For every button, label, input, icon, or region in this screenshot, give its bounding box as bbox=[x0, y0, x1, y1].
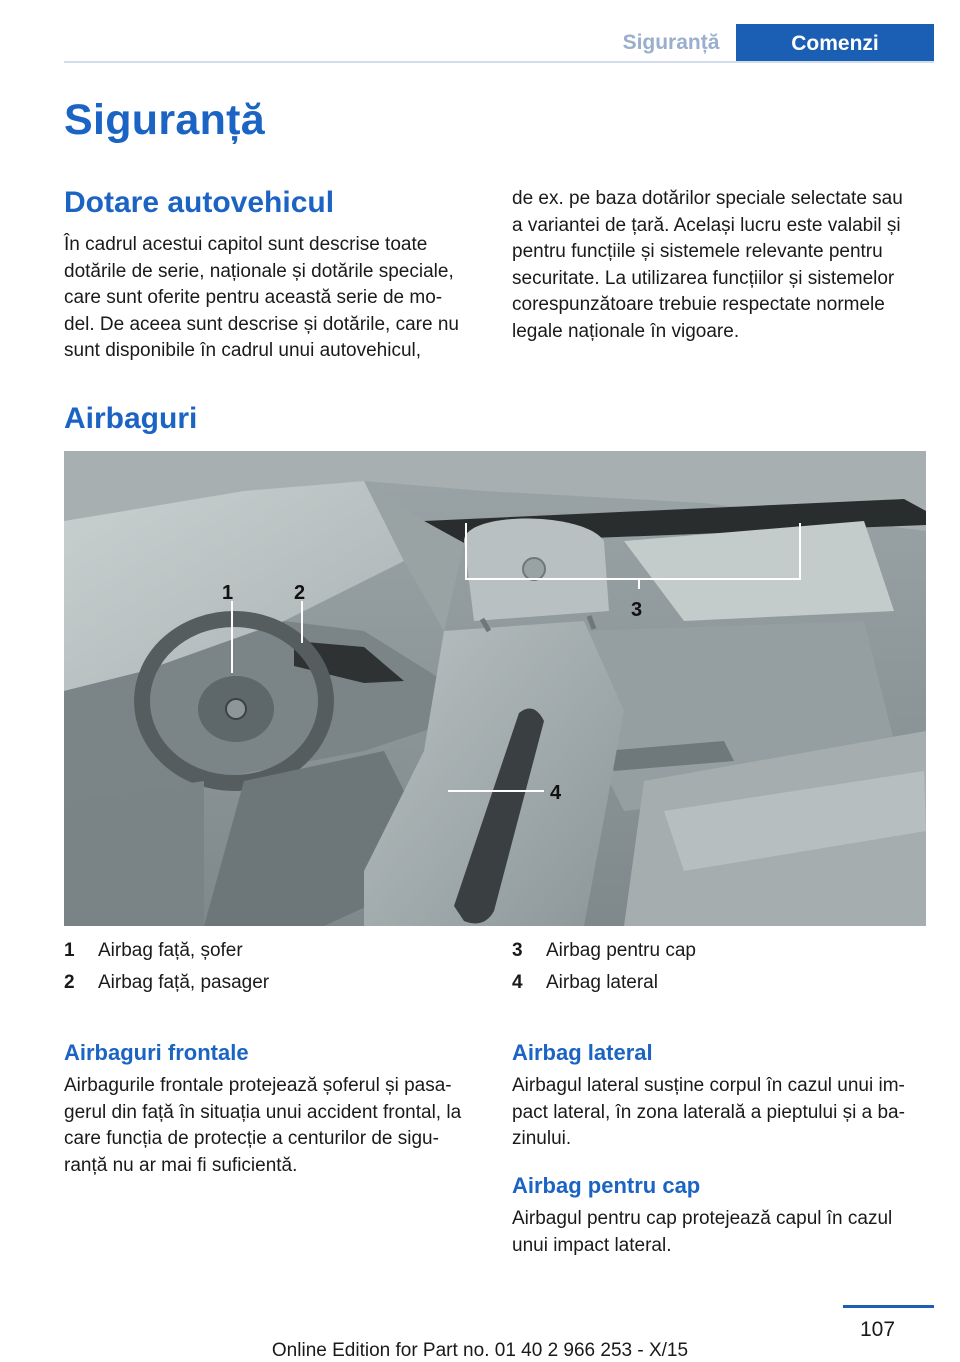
legend-item bbox=[64, 935, 484, 967]
callout-3: 3 bbox=[631, 599, 643, 621]
legend-right bbox=[512, 935, 932, 999]
text-line: gerul din față în situația unui accident frontal, la bbox=[64, 1101, 462, 1123]
page-title: Siguranță bbox=[64, 96, 266, 144]
text-line: care funcția de protecție a centurilor de sigu‐ bbox=[64, 1128, 439, 1149]
dotare-heading: Dotare autovehicul bbox=[64, 186, 335, 219]
callout-2: 2 bbox=[294, 582, 306, 604]
legend-num: 1 bbox=[64, 940, 75, 961]
legend-text: Airbag lateral bbox=[546, 972, 658, 993]
legend-text: Airbag pentru cap bbox=[546, 940, 696, 961]
car-interior-drawing bbox=[64, 451, 926, 926]
footer-edition: Online Edition for Part no. 01 40 2 966 253 - X/15 bbox=[271, 1340, 689, 1361]
text-line: ranță nu ar mai fi suficientă. bbox=[64, 1154, 298, 1176]
text-line: sunt disponibile în cadrul unui autovehicul, bbox=[64, 340, 422, 361]
text-line: zinului. bbox=[512, 1128, 572, 1149]
legend-text: Airbag față, șofer bbox=[98, 940, 243, 961]
frontale-text bbox=[64, 1073, 484, 1179]
header-section-label: Siguranță bbox=[622, 31, 720, 54]
page-number-rule bbox=[843, 1305, 934, 1308]
text-line: Airbagul lateral susține corpul în cazul unui im‐ bbox=[512, 1075, 905, 1096]
text-line: securitate. La utilizarea funcțiilor și sistemelor bbox=[512, 267, 895, 289]
text-line: Airbagul pentru cap protejează capul în cazul bbox=[512, 1208, 893, 1229]
airbaguri-heading: Airbaguri bbox=[64, 402, 198, 435]
cap-heading: Airbag pentru cap bbox=[512, 1173, 701, 1198]
frontale-heading: Airbaguri frontale bbox=[64, 1040, 249, 1065]
text-line: de ex. pe baza dotărilor speciale selectate sau bbox=[512, 188, 903, 209]
dotare-col1 bbox=[64, 232, 484, 365]
header-rule bbox=[64, 61, 934, 63]
lateral-text bbox=[512, 1073, 932, 1153]
cap-text bbox=[512, 1206, 932, 1259]
page-number: 107 bbox=[860, 1318, 896, 1341]
legend-item bbox=[64, 967, 484, 999]
legend-item bbox=[512, 935, 932, 967]
callout-4: 4 bbox=[550, 782, 562, 804]
text-line: Airbagurile frontale protejează șoferul și pasa‐ bbox=[64, 1075, 452, 1096]
text-line: pact lateral, în zona laterală a pieptului și a ba‐ bbox=[512, 1101, 905, 1123]
callout-1: 1 bbox=[222, 582, 234, 604]
header-tab-comenzi[interactable]: Comenzi bbox=[736, 24, 934, 63]
legend-num: 2 bbox=[64, 972, 75, 993]
text-line: corespunzătoare trebuie respectate normele bbox=[512, 294, 885, 315]
text-line: care sunt oferite pentru această serie de mo‐ bbox=[64, 287, 443, 308]
text-line: legale naționale în vigoare. bbox=[512, 320, 740, 342]
text-line: dotările de serie, naționale și dotările speciale, bbox=[64, 260, 454, 282]
text-line: În cadrul acestui capitol sunt descrise toate bbox=[64, 234, 428, 255]
text-line: pentru funcțiile și sistemele relevante pentru bbox=[512, 241, 883, 262]
text-line: unui impact lateral. bbox=[512, 1234, 672, 1256]
airbag-illustration bbox=[64, 451, 926, 926]
legend-num: 4 bbox=[512, 972, 523, 993]
dotare-col2 bbox=[512, 186, 932, 345]
lateral-heading: Airbag lateral bbox=[512, 1040, 653, 1065]
legend-text: Airbag față, pasager bbox=[98, 972, 270, 993]
legend-left bbox=[64, 935, 484, 999]
legend-num: 3 bbox=[512, 940, 523, 961]
text-line: del. De aceea sunt descrise și dotările, care nu bbox=[64, 313, 459, 335]
legend-item bbox=[512, 967, 932, 999]
text-line: a variantei de țară. Același lucru este valabil și bbox=[512, 214, 901, 236]
